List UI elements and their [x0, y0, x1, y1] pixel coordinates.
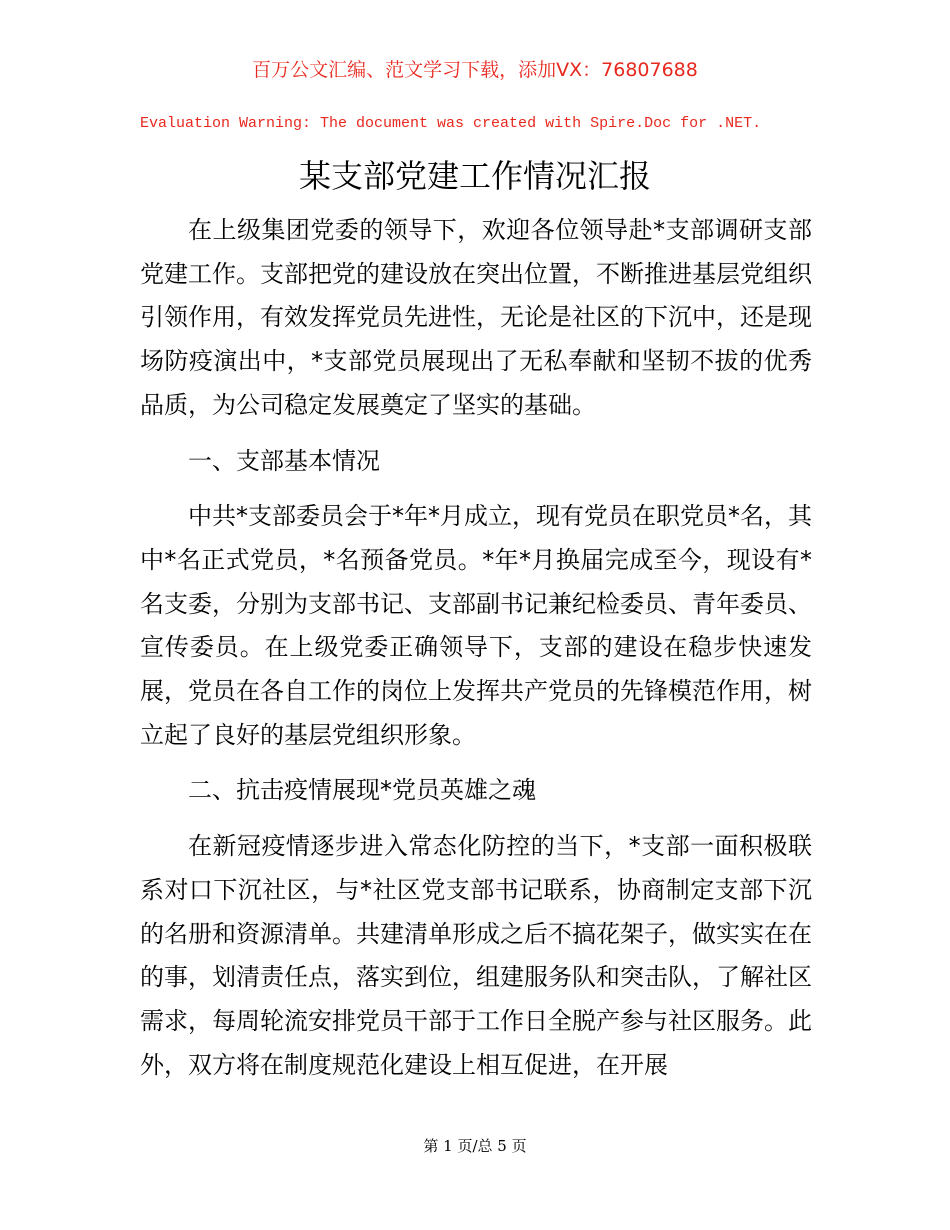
intro-paragraph: 在上级集团党委的领导下，欢迎各位领导赴*支部调研支部党建工作。支部把党的建设放在突出位置，不断推进基层党组织引领作用，有效发挥党员先进性，无论是社区的下沉中，还是现场防疫演出中，*支部党员展现出了无私奉献和坚韧不拔的优秀品质，为公司稳定发展奠定了坚实的基础。 [140, 216, 812, 419]
paragraph-gap [140, 483, 812, 495]
document-title: 某支部党建工作情况汇报 [298, 157, 651, 195]
promo-banner: 百万公文汇编、范文学习下载，添加VX：76807688 [252, 59, 698, 81]
paragraph-gap [140, 428, 812, 440]
section-1-heading: 一、支部基本情况 [188, 446, 380, 475]
evaluation-warning: Evaluation Warning: The document was created with Spire.Doc for .NET. [140, 115, 762, 132]
section-2-heading: 二、抗击疫情展现*党员英雄之魂 [188, 776, 536, 805]
section-2-paragraph: 在新冠疫情逐步进入常态化防控的当下，*支部一面积极联系对口下沉社区，与*社区党支部书记联系，协商制定支部下沉的名册和资源清单。共建清单形成之后不搞花架子，做实实在在的事，划清责任点，落实到位，组建服务队和突击队，了解社区需求，每周轮流安排党员干部于工作日全脱产参与社区服务。此外，双方将在制度规范化建设上相互促进，在开展 [140, 832, 812, 1079]
paragraph-gap [140, 757, 812, 769]
document-body [140, 209, 812, 1079]
page-footer: 第 1 页/总 5 页 [423, 1137, 527, 1155]
section-1-paragraph: 中共*支部委员会于*年*月成立，现有党员在职党员*名，其中*名正式党员，*名预备党员。*年*月换届完成至今，现设有*名支委，分别为支部书记、支部副书记兼纪检委员、青年委员、宣传委员。在上级党委正确领导下，支部的建设在稳步快速发展，党员在各自工作的岗位上发挥共产党员的先锋模范作用，树立起了良好的基层党组织形象。 [140, 502, 812, 749]
paragraph-gap [140, 813, 812, 825]
